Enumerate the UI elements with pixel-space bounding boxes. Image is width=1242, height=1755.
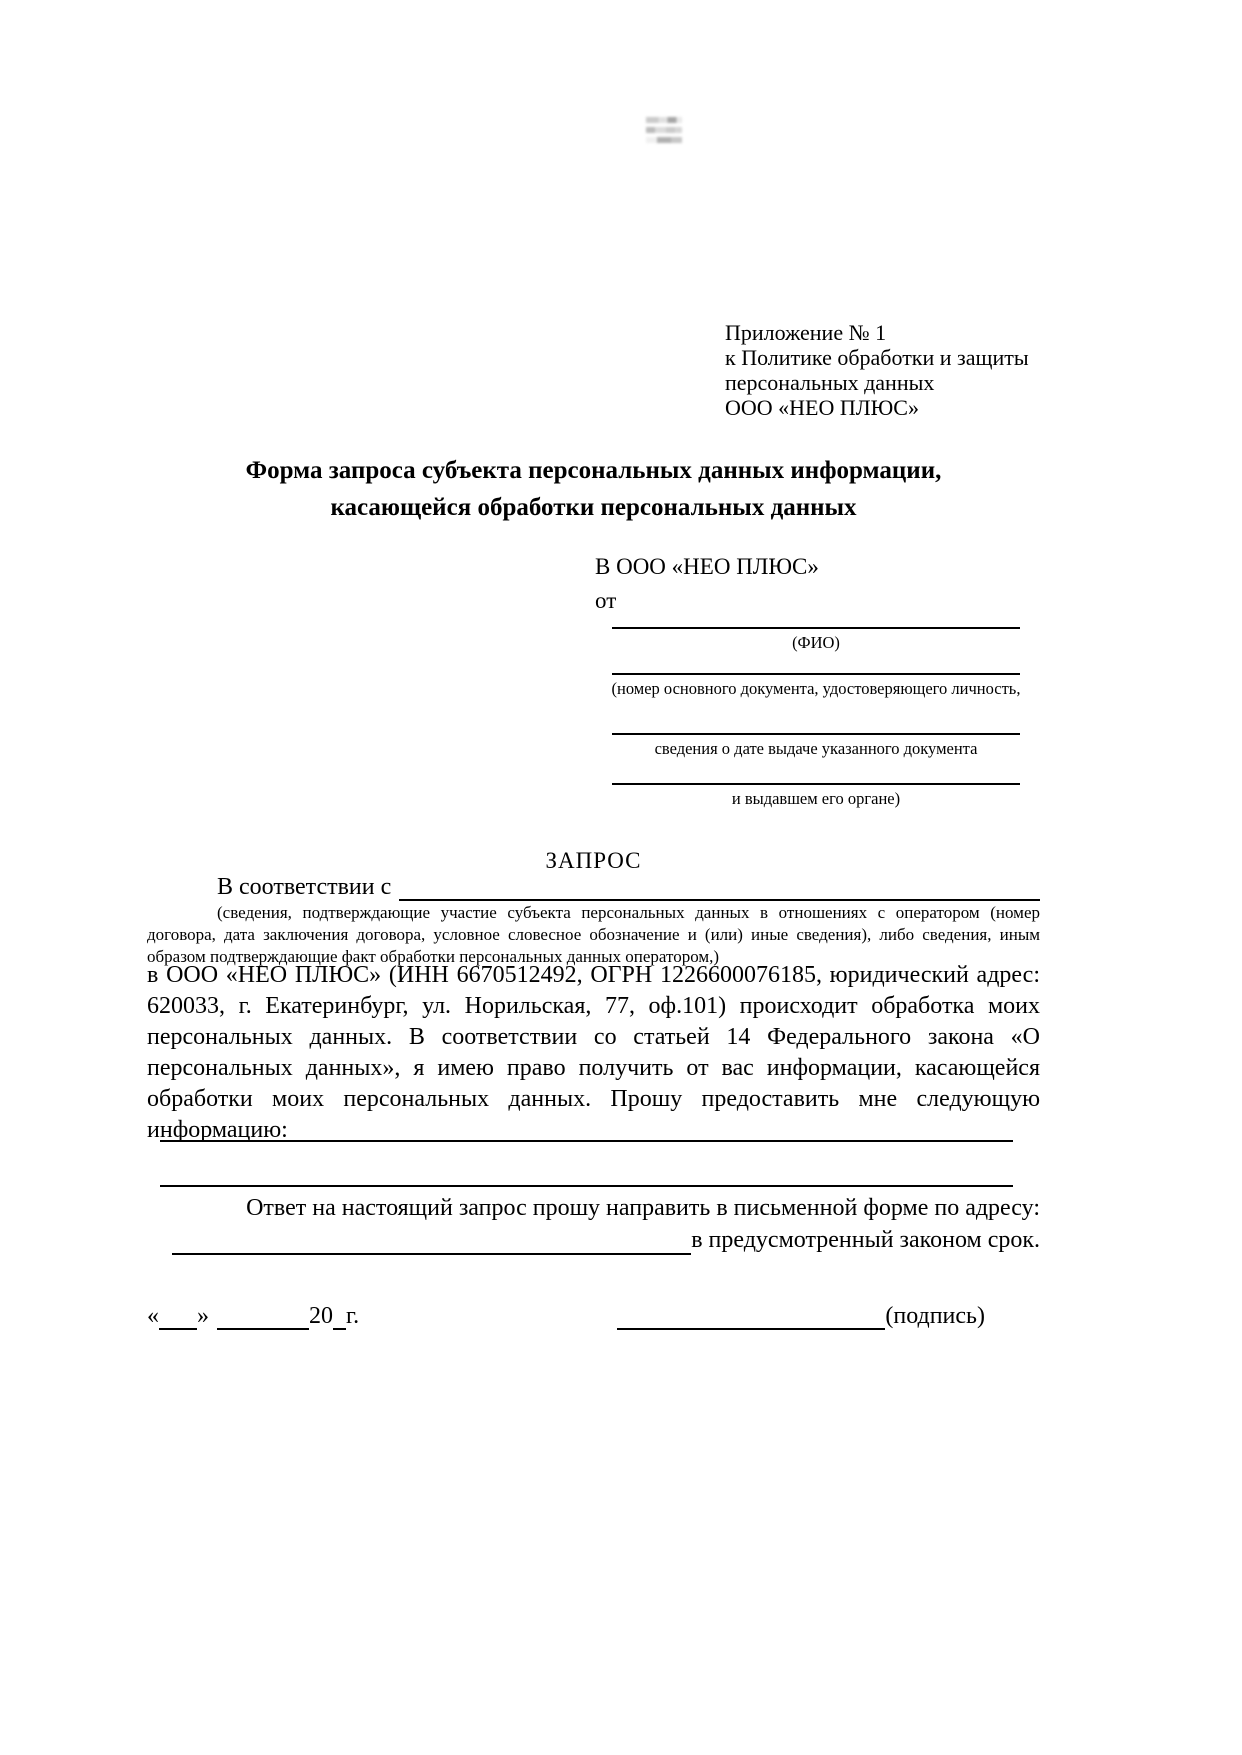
reply-suffix: в предусмотренный законом срок. — [691, 1227, 1040, 1253]
year-prefix: 20 — [309, 1303, 333, 1329]
in-accordance-row — [147, 874, 1040, 901]
document-title-line-2: касающейся обработки персональных данных — [330, 494, 857, 521]
document-number-field-caption: (номер основного документа, удостоверяющего личность, — [611, 679, 1021, 698]
addressee-to: В ООО «НЕО ПЛЮС» — [595, 554, 819, 579]
quote-open: « — [147, 1303, 159, 1329]
month-field-line[interactable] — [217, 1304, 309, 1330]
annex-line-1: Приложение № 1 — [725, 320, 887, 345]
signature-caption: (подпись) — [885, 1303, 985, 1329]
quote-close: » — [197, 1303, 209, 1329]
fio-field-caption: (ФИО) — [792, 633, 840, 652]
document-title — [147, 452, 1040, 526]
in-accordance-field-line[interactable] — [399, 875, 1040, 901]
blurred-logo-image — [646, 117, 682, 143]
annex-block — [725, 320, 1029, 420]
annex-line-2: к Политике обработки и защиты — [725, 345, 1029, 370]
requested-info-field-line-1[interactable] — [160, 1140, 1013, 1142]
logo-stripe — [646, 117, 682, 123]
day-field-line[interactable] — [159, 1304, 197, 1330]
issue-date-field-caption: сведения о дате выдаче указанного документа — [654, 739, 978, 758]
reply-address-field-line[interactable] — [172, 1229, 691, 1255]
reply-instruction: Ответ на настоящий запрос прошу направить в письменной форме по адресу: — [246, 1195, 1040, 1221]
year-suffix: г. — [346, 1303, 360, 1329]
date-signature-row — [147, 1303, 1040, 1337]
annex-line-3: персональных данных — [725, 370, 935, 395]
addressee-from-label: от — [595, 588, 617, 613]
logo-stripe — [646, 137, 682, 143]
in-accordance-label: В соответствии с — [217, 874, 392, 900]
annex-line-4: ООО «НЕО ПЛЮС» — [725, 395, 919, 420]
signature-field-line[interactable] — [617, 1304, 885, 1330]
date-group — [147, 1303, 359, 1330]
requested-info-field-line-2[interactable] — [160, 1185, 1013, 1187]
document-title-line-1: Форма запроса субъекта персональных данных информации, — [245, 457, 942, 484]
addressee-fields — [612, 600, 1020, 825]
fio-field-line[interactable] — [612, 627, 1020, 629]
issuing-authority-field-caption: и выдавшем его органе) — [731, 789, 901, 808]
reply-address-row — [147, 1226, 1040, 1255]
fine-print-caption: (сведения, подтверждающие участие субъекта персональных данных в отношениях с оператором (номер договора, дата заключения договора, условное словесное обозначение и (или) иные сведения), либо сведения, иным образом подтверждающие факт обработки персональных данных оператором,) — [147, 903, 1040, 966]
year-field-line[interactable] — [333, 1304, 346, 1330]
request-heading: ЗАПРОС — [545, 848, 642, 873]
body-paragraph: в ООО «НЕО ПЛЮС» (ИНН 6670512492, ОГРН 1226600076185, юридический адрес: 620033, г. Екатеринбург, ул. Норильская, 77, оф.101) происходит обработка моих персональных данных. В соответствии со статьей 14 Федерального закона «О персональных данных», я имею право получить от вас информации, касающейся обработки моих персональных данных. Прошу предоставить мне следующую информацию: — [147, 962, 1040, 1143]
logo-stripe — [646, 127, 682, 133]
issuing-authority-field-line[interactable] — [612, 783, 1020, 785]
signature-group — [617, 1303, 985, 1330]
issue-date-field-line[interactable] — [612, 733, 1020, 735]
document-number-field-line[interactable] — [612, 673, 1020, 675]
